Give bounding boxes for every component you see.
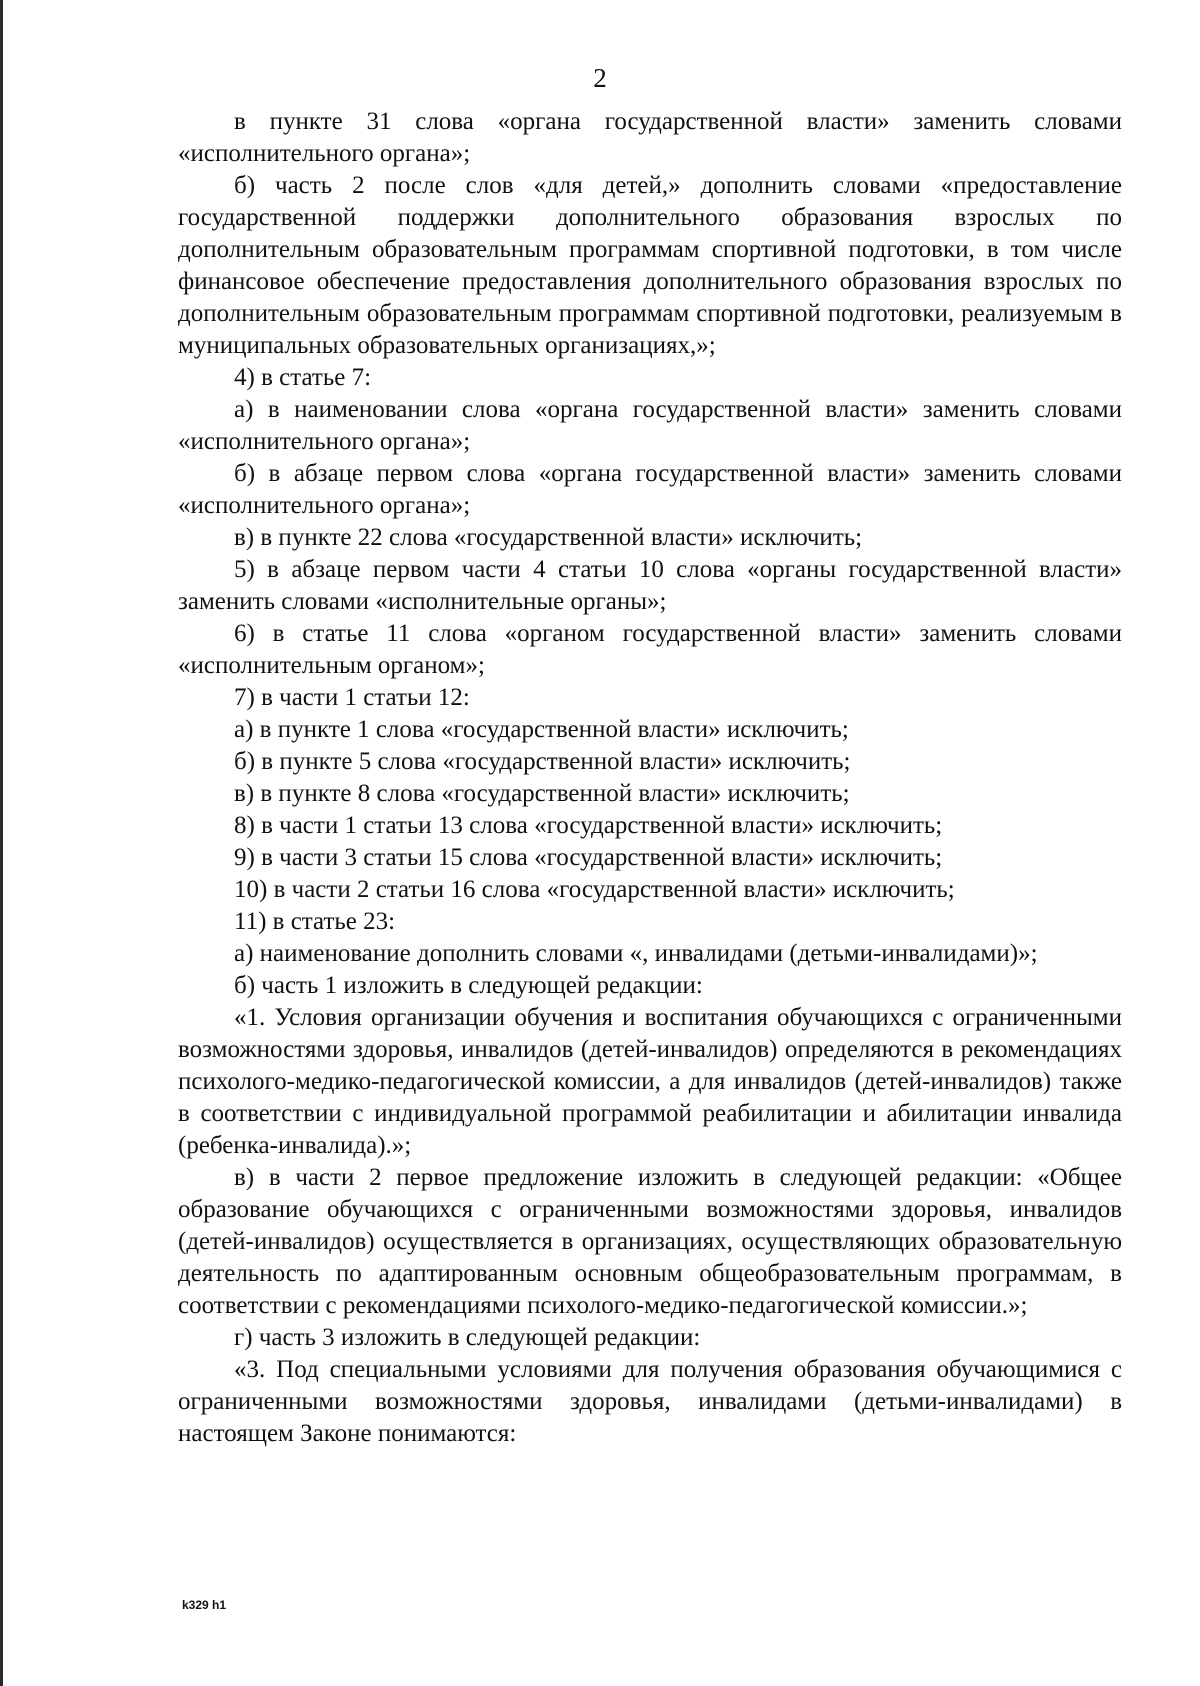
paragraph: а) в наименовании слова «органа государственной власти» заменить словами «исполнительного органа»; xyxy=(178,396,1122,455)
paragraph: б) часть 1 изложить в следующей редакции: xyxy=(234,972,703,999)
paragraph: 7) в части 1 статьи 12: xyxy=(234,684,470,711)
paragraph: б) часть 2 после слов «для детей,» дополнить словами «предоставление государственной поддержки дополнительного образования взрослых по дополнительным образовательным программам спортивной подготовки, в том числе финансовое обеспечение предоставления дополнительного образования взрослых по дополнительным образовательным программам спортивной подготовки, реализуемым в муниципальных образовательных организациях,»; xyxy=(178,172,1122,359)
paragraph: б) в пункте 5 слова «государственной власти» исключить; xyxy=(234,748,851,775)
paragraph: в пункте 31 слова «органа государственной власти» заменить словами «исполнительного органа»; xyxy=(178,108,1122,167)
paragraph: 5) в абзаце первом части 4 статьи 10 слова «органы государственной власти» заменить словами «исполнительные органы»; xyxy=(178,556,1122,615)
document-code: k329 h1 xyxy=(182,1598,227,1612)
paragraph: 10) в части 2 статьи 16 слова «государственной власти» исключить; xyxy=(234,876,955,903)
paragraph: г) часть 3 изложить в следующей редакции: xyxy=(234,1324,701,1351)
paragraph: б) в абзаце первом слова «органа государственной власти» заменить словами «исполнительного органа»; xyxy=(178,460,1122,519)
paragraph: 6) в статье 11 слова «органом государственной власти» заменить словами «исполнительным органом»; xyxy=(178,620,1122,679)
document-body xyxy=(178,106,1122,1450)
paragraph: «3. Под специальными условиями для получения образования обучающимися с ограниченными возможностями здоровья, инвалидами (детьми-инвалидами) в настоящем Законе понимаются: xyxy=(178,1356,1122,1447)
paragraph: 11) в статье 23: xyxy=(234,908,396,935)
paragraph: «1. Условия организации обучения и воспитания обучающихся с ограниченными возможностями здоровья, инвалидов (детей-инвалидов) определяются в рекомендациях психолого-медико-педагогической комиссии, а для инвалидов (детей-инвалидов) также в соответствии с индивидуальной программой реабилитации и абилитации инвалида (ребенка-инвалида).»; xyxy=(178,1004,1122,1159)
paragraph: в) в пункте 22 слова «государственной власти» исключить; xyxy=(234,524,863,551)
paragraph: а) наименование дополнить словами «, инвалидами (детьми-инвалидами)»; xyxy=(234,940,1038,967)
paragraph: 8) в части 1 статьи 13 слова «государственной власти» исключить; xyxy=(234,812,943,839)
paragraph: в) в пункте 8 слова «государственной власти» исключить; xyxy=(234,780,850,807)
paragraph: а) в пункте 1 слова «государственной власти» исключить; xyxy=(234,716,849,743)
paragraph: 4) в статье 7: xyxy=(234,364,372,391)
paragraph: 9) в части 3 статьи 15 слова «государственной власти» исключить; xyxy=(234,844,943,871)
scan-edge xyxy=(0,0,3,1686)
paragraph: в) в части 2 первое предложение изложить в следующей редакции: «Общее образование обучающихся с ограниченными возможностями здоровья, инвалидов (детей-инвалидов) осуществляется в организациях, осуществляющих образовательную деятельность по адаптированным основным общеобразовательным программам, в соответствии с рекомендациями психолого-медико-педагогической комиссии.»; xyxy=(178,1164,1122,1319)
page-number: 2 xyxy=(593,63,607,93)
